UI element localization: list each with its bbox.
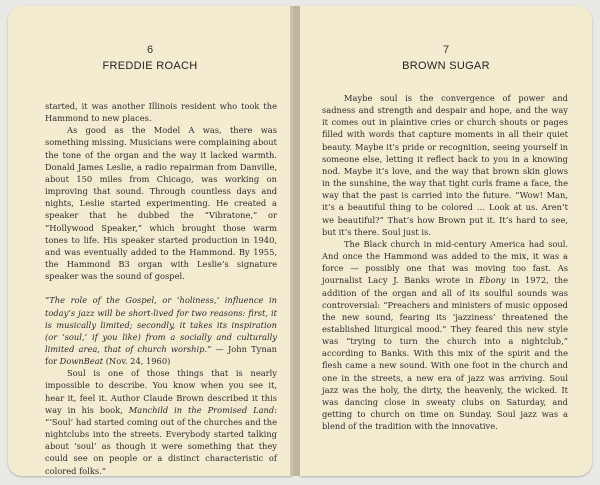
left-body-text bbox=[45, 100, 277, 477]
p2-text-a: The Black church in mid-century America had soul. And once the Hammond was added to the mix, it was a force — possibly one that was moving too fast. As journalist Lacy J. Banks wrote in bbox=[322, 238, 568, 286]
right-chapter-number: 7 bbox=[442, 44, 450, 56]
quote-date: (Nov. 24, 1960) bbox=[103, 356, 171, 367]
right-chapter-title: BROWN SUGAR bbox=[402, 60, 490, 72]
left-chapter-number: 6 bbox=[146, 44, 154, 56]
right-body-text bbox=[322, 92, 568, 432]
right-paragraph-1: Maybe soul is the convergence of power and sadness and strength and despair and hope, and the way it comes out in plaintive cries or church shouts or pages filled with words that capture moments in all their quiet beauty. Maybe it’s pride or recognition, seeing yourself in someone else, letting it reflect back to you in a knowing nod. Maybe it’s love, and the way that brown skin glows in the sunshine, the way that tight curls frame a face, the way that the past is carried into the future. “Wow! Man, it’s a beautiful thing to be colored … Look at us. Aren’t we beautiful?” That’s how Brown put it. It’s hard to see, but it’s there. Soul just is. bbox=[322, 93, 568, 237]
left-chapter-title: FREDDIE ROACH bbox=[102, 60, 198, 72]
left-paragraph-1: started, it was another Illinois resident who took the Hammond to new places. bbox=[45, 101, 277, 124]
left-page bbox=[8, 6, 292, 476]
p3-text-a: Soul is one of those things that is nearly impossible to describe. You know when you see it, hear it, feel it. Author Claude Brown described it this way in his book, bbox=[45, 368, 277, 415]
left-paragraph-3 bbox=[45, 367, 277, 476]
magazine-title: Ebony bbox=[479, 275, 506, 286]
p2-text-b: in 1972, the addition of the organ and all of its soulful sounds was controversial: “Preachers and ministers of music opposed the new sound, fearing its ‘jazziness’ threatened the established liturgical mood.” They feared this new style was “trying to turn the church into a nightclub,” according to Banks. With this mix of the spirit and the flesh came a new sound. With one foot in the church and one in the streets, a new era of jazz was arriving. Soul jazz was the holy, the dirty, the heavenly, the wicked. It was dancing close in sweaty clubs on Saturday, and getting to church on time on Sunday. Soul jazz was a blend of the tradition with the innovative. bbox=[322, 275, 568, 432]
quote-text: “The role of the Gospel, or ‘holiness,’ influence in today’s jazz will be short-lived for two reasons: first, it is musically limited; secondly, it takes its inspiration (or ‘soul,’ if you like) from a socially and culturally limited area, that of church worship.” bbox=[45, 295, 277, 354]
left-paragraph-2: As good as the Model A was, there was something missing. Musicians were complaining about the tone of the organ and the way it lacked warmth. Donald James Leslie, a radio repairman from Danville, about 150 miles from Chicago, was working on improving that sound. Through countless days and nights, Leslie started experimenting. He created a speaker that he dubbed the “Vibratone,” or “Hollywood Speaker,” which brought those warm tones to life. His speaker started production in 1940, and was eventually added to the Hammond. By 1955, the Hammond B3 organ with Leslie’s signature speaker was the sound of gospel. bbox=[45, 125, 277, 282]
right-paragraph-2 bbox=[322, 238, 568, 433]
quote-publication: DownBeat bbox=[59, 356, 104, 367]
quote-attribution: — John Tynan for bbox=[45, 343, 277, 367]
book-title: Manchild in the Promised Land bbox=[128, 404, 275, 415]
right-page bbox=[300, 6, 592, 476]
epigraph-quote bbox=[45, 294, 277, 367]
p3-text-b: : “‘Soul’ had started coming out of the churches and the nightclubs into the streets. Everybody started talking about ‘soul’ as though it were something that they could see on people or a distinct characteristic of colored folks.” bbox=[45, 404, 277, 476]
